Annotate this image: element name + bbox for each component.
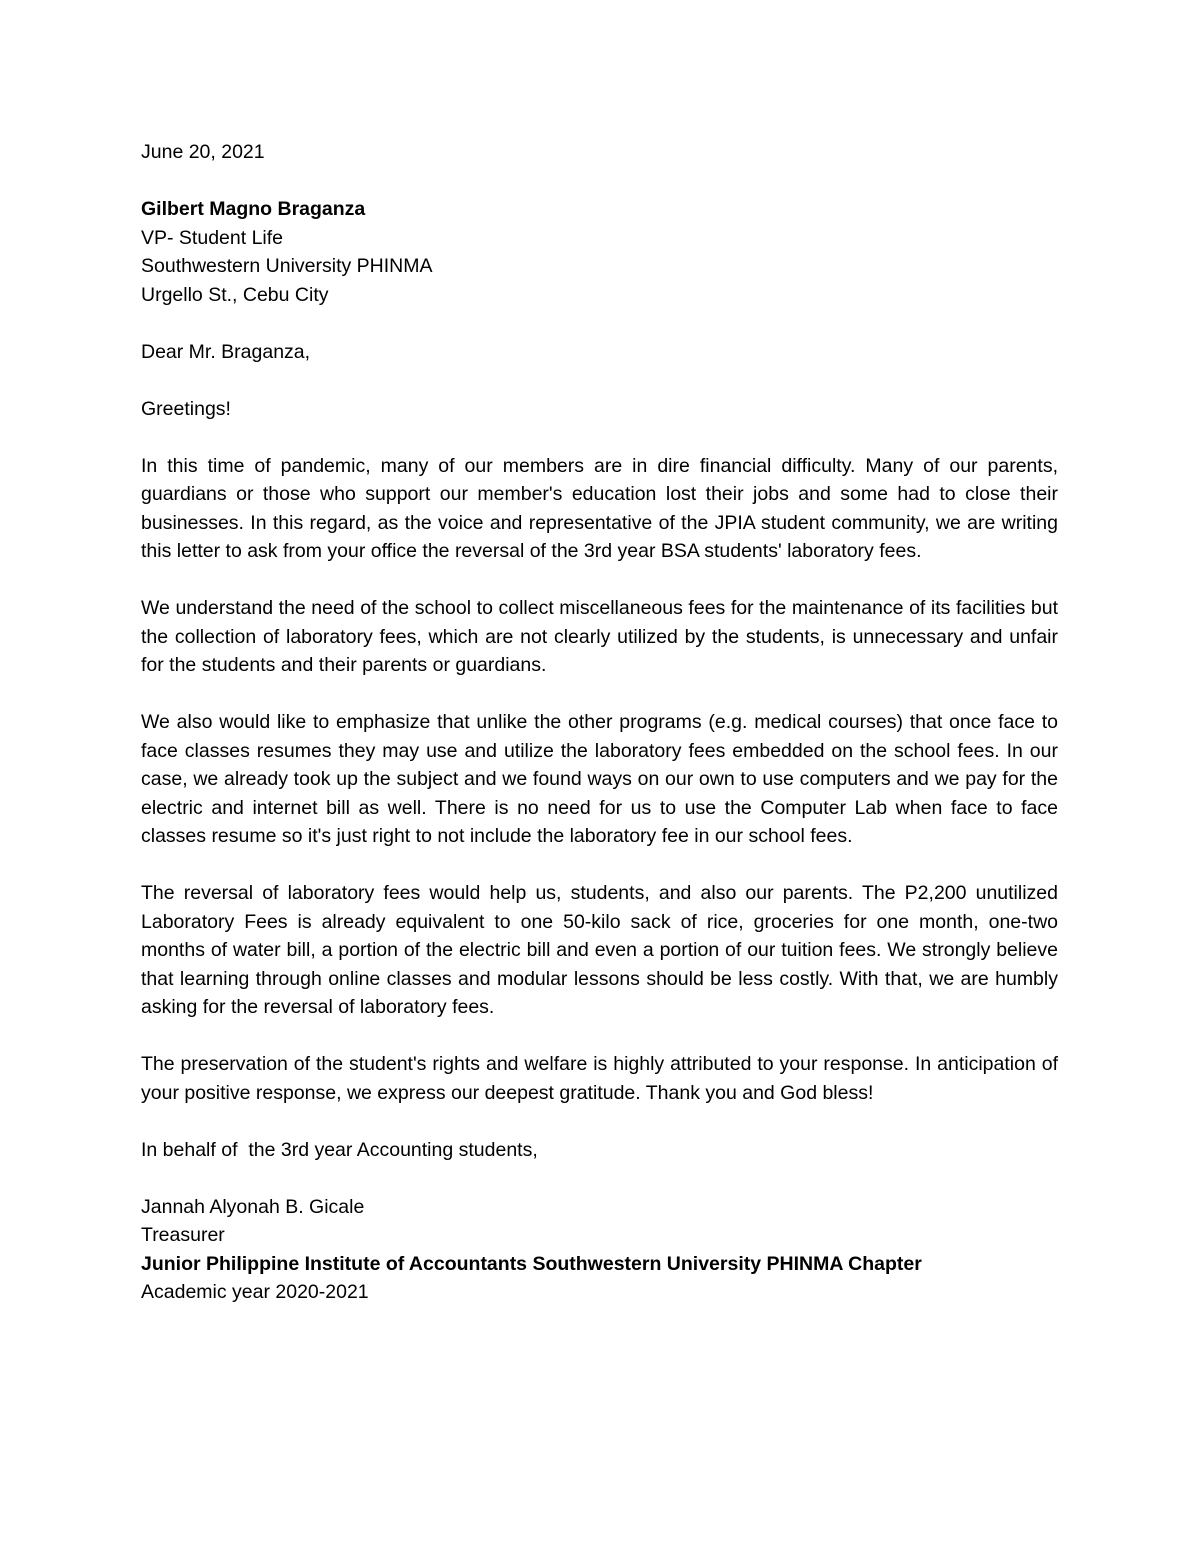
recipient-title: VP- Student Life [141, 226, 284, 249]
closing: In behalf of the 3rd year Accounting students, [141, 1138, 538, 1161]
salutation: Dear Mr. Braganza, [141, 340, 311, 363]
signature-block [141, 1193, 1058, 1307]
recipient-block [141, 195, 1058, 309]
body-paragraph-5: The preservation of the student's rights and welfare is highly attributed to your response. In anticipation of your positive response, we express our deepest gratitude. Thank you and God bless! [141, 1053, 1058, 1104]
signature-organization: Junior Philippine Institute of Accountants Southwestern University PHINMA Chapter [141, 1252, 922, 1275]
letter-date: June 20, 2021 [141, 141, 265, 163]
signature-position: Treasurer [141, 1224, 225, 1246]
body-paragraph-3: We also would like to emphasize that unlike the other programs (e.g. medical courses) that once face to face classes resumes they may use and utilize the laboratory fees embedded on the school fees. In our case, we already took up the subject and we found ways on our own to use computers and we pay for the electric and internet bill as well. There is no need for us to use the Computer Lab when face to face classes resume so it's just right to not include the laboratory fee in our school fees. [141, 711, 1058, 847]
body-paragraph-2: We understand the need of the school to collect miscellaneous fees for the maintenance of its facilities but the collection of laboratory fees, which are not clearly utilized by the students, is unnecessary and unfair for the students and their parents or guardians. [141, 597, 1058, 676]
signature-term: Academic year 2020-2021 [141, 1281, 369, 1303]
recipient-organization: Southwestern University PHINMA [141, 255, 433, 277]
letter-page [141, 138, 1058, 1335]
recipient-address: Urgello St., Cebu City [141, 283, 329, 306]
body-paragraph-4: The reversal of laboratory fees would help us, students, and also our parents. The P2,200 unutilized Laboratory Fees is already equivalent to one 50-kilo sack of rice, groceries for one month, one-two months of water bill, a portion of the electric bill and even a portion of our tuition fees. We strongly believe that learning through online classes and modular lessons should be less costly. With that, we are humbly asking for the reversal of laboratory fees. [141, 882, 1058, 1018]
recipient-name: Gilbert Magno Braganza [141, 198, 366, 220]
greeting: Greetings! [141, 397, 231, 420]
signature-name: Jannah Alyonah B. Gicale [141, 1195, 365, 1218]
body-paragraph-1: In this time of pandemic, many of our members are in dire financial difficulty. Many of our parents, guardians or those who support our member's education lost their jobs and some had to close their businesses. In this regard, as the voice and representative of the JPIA student community, we are writing this letter to ask from your office the reversal of the 3rd year BSA students' laboratory fees. [141, 454, 1058, 562]
